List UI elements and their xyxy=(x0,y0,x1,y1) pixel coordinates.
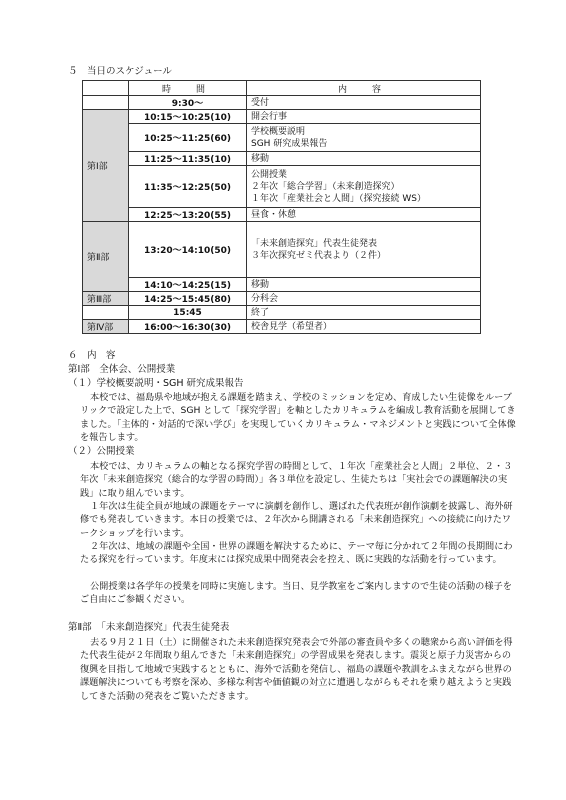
table-row xyxy=(83,208,481,222)
sub2-paragraph: 本校では、カリキュラムの軸となる探究学習の時間として、１年次「産業社会と人間」２単位、２・３年次「未来創造探究（総合的な学習の時間）」各３単位を設定し、生徒たちは「実社会での課題解決の実践」に取り組んでいます。 xyxy=(80,461,513,499)
table-row xyxy=(83,96,481,110)
time-cell: 13:20～14:10(50) xyxy=(129,222,247,278)
content-cell: 開会行事 xyxy=(247,110,481,124)
time-cell: 11:25～11:35(10) xyxy=(129,152,247,166)
content-cell: 公開授業 ２年次「総合学習」（未来創造探究） １年次「産業社会と人間」（探究接続 WS） xyxy=(247,166,481,208)
table-row xyxy=(83,278,481,292)
section5-heading: ５ 当日のスケジュール xyxy=(68,66,172,77)
part-label: 第Ⅳ部 xyxy=(83,320,129,334)
header-content: 内 容 xyxy=(247,81,481,96)
table-row xyxy=(83,320,481,334)
table-row xyxy=(83,306,481,320)
time-cell: 11:35～12:25(50) xyxy=(129,166,247,208)
schedule-table xyxy=(82,80,481,334)
content-cell: 「未来創造探究」代表生徒発表 ３年次探究ゼミ代表より（２件） xyxy=(247,222,481,278)
sub2-paragraph: ２年次は、地域の課題や全国・世界の課題を解決するために、テーマ毎に分かれて２年間の長期間にわたる探究を行っています。年度末には探究成果中間発表会を控え、既に実践的な活動を行っています。 xyxy=(80,541,513,566)
part1-heading: 第Ⅰ部 全体会、公開授業 xyxy=(68,364,176,375)
header-time: 時 間 xyxy=(129,81,247,96)
time-cell: 10:25～11:25(60) xyxy=(129,124,247,152)
content-cell: 移動 xyxy=(247,152,481,166)
time-cell: 15:45 xyxy=(129,306,247,320)
sub2-heading: （２）公開授業 xyxy=(68,446,135,457)
content-cell: 終了 xyxy=(247,306,481,320)
table-row xyxy=(83,152,481,166)
part-label: 第Ⅱ部 xyxy=(83,222,129,292)
time-cell: 9:30～ xyxy=(129,96,247,110)
schedule-header-row xyxy=(83,81,481,96)
section6-heading: ６ 内 容 xyxy=(68,350,116,361)
part-label: 第Ⅲ部 xyxy=(83,292,129,306)
table-row xyxy=(83,124,481,152)
time-cell: 16:00～16:30(30) xyxy=(129,320,247,334)
content-cell: 分科会 xyxy=(247,292,481,306)
part-label: 第Ⅰ部 xyxy=(83,110,129,222)
content-cell: 受付 xyxy=(247,96,481,110)
sub1-heading: （１）学校概要説明・SGH 研究成果報告 xyxy=(68,378,244,389)
table-row xyxy=(83,166,481,208)
table-row xyxy=(83,292,481,306)
table-row xyxy=(83,222,481,278)
sub1-body: 本校では、福島県や地域が抱える課題を踏まえ、学校のミッションを定め、育成したい生徒像をルーブリックで設定した上で、SGH として「探究学習」を軸としたカリキュラムを編成し教育活動を展開してきました。「主体的・対話的で深い学び」を実現していくカリキュラム・マネジメントと実践について全体像を報告します。 xyxy=(80,392,516,444)
sub2-paragraph: 公開授業は各学年の授業を同時に実施します。当日、見学教室をご案内しますので生徒の活動の様子をご自由にご参観ください。 xyxy=(80,581,512,606)
time-cell: 12:25～13:20(55) xyxy=(129,208,247,222)
content-cell: 昼食・休憩 xyxy=(247,208,481,222)
content-cell: 学校概要説明 SGH 研究成果報告 xyxy=(247,124,481,152)
table-row xyxy=(83,110,481,124)
time-cell: 10:15～10:25(10) xyxy=(129,110,247,124)
content-cell: 校舎見学（希望者） xyxy=(247,320,481,334)
part2-heading: 第Ⅱ部 「未来創造探究」代表生徒発表 xyxy=(68,622,230,633)
content-cell: 移動 xyxy=(247,278,481,292)
sub2-paragraph: １年次は生徒全員が地域の課題をテーマに演劇を創作し、選ばれた代表班が創作演劇を披露し、海外研修でも発表していきます。本日の授業では、２年次から開講される「未来創造探究」への接続に向けたワークショップを行います。 xyxy=(80,501,513,539)
part2-body: 去る９月２１日（土）に開催された未来創造探究発表会で外部の審査員や多くの聴衆から高い評価を得た代表生徒が２年間取り組んできた「未来創造探究」の学習成果を発表します。震災と原子力災害からの復興を目指して地域で実践するとともに、海外で活動を発信し、福島の課題や教訓をふまえながら世界の課題解決についても考察を深め、多様な利害や価値観の対立に遭遇しながらもそれを乗り越えようと実践してきた活動の発表をご覧いただきます。 xyxy=(80,637,513,702)
time-cell: 14:25～15:45(80) xyxy=(129,292,247,306)
time-cell: 14:10～14:25(15) xyxy=(129,278,247,292)
